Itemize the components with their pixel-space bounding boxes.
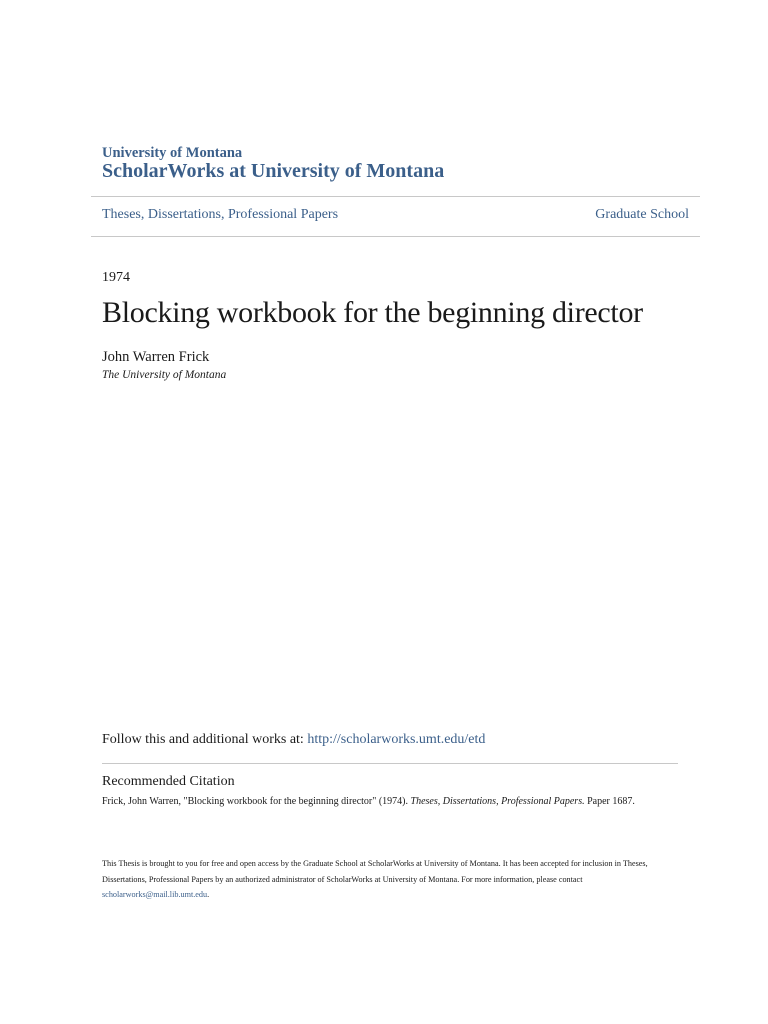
collection-link[interactable]: Theses, Dissertations, Professional Papers	[102, 207, 339, 222]
citation-series: Theses, Dissertations, Professional Papers.	[410, 796, 585, 807]
author-affiliation: The University of Montana	[102, 369, 227, 381]
follow-label: Follow this and additional works at:	[102, 732, 304, 747]
citation-paper-number: Paper 1687.	[587, 796, 635, 807]
institution-name[interactable]: University of Montana	[102, 145, 243, 161]
nav-divider	[91, 236, 700, 237]
collection-url-link[interactable]: http://scholarworks.umt.edu/etd	[307, 732, 486, 747]
citation-divider	[102, 763, 678, 764]
repository-name[interactable]: ScholarWorks at University of Montana	[102, 160, 445, 182]
contact-email-link[interactable]: scholarworks@mail.lib.umt.edu	[102, 890, 208, 899]
notice-text: This Thesis is brought to you for free and open access by the Graduate School at ScholarWorks at University of Montana. It has been accepted for inclusion in Theses, Dissertations, Professional Papers by an authorized administrator of ScholarWorks at University of Montana. For more information, please contact	[102, 859, 648, 884]
citation-text	[102, 796, 635, 807]
graduate-school-link[interactable]: Graduate School	[595, 207, 689, 222]
access-notice	[102, 856, 662, 903]
citation-main: Frick, John Warren, "Blocking workbook for the beginning director" (1974).	[102, 796, 409, 807]
citation-heading: Recommended Citation	[102, 774, 235, 789]
publication-year: 1974	[102, 270, 130, 285]
notice-end: .	[207, 890, 210, 899]
paper-title: Blocking workbook for the beginning director	[102, 296, 643, 329]
author-name: John Warren Frick	[102, 349, 210, 365]
follow-line	[102, 732, 485, 748]
top-divider	[91, 196, 700, 197]
